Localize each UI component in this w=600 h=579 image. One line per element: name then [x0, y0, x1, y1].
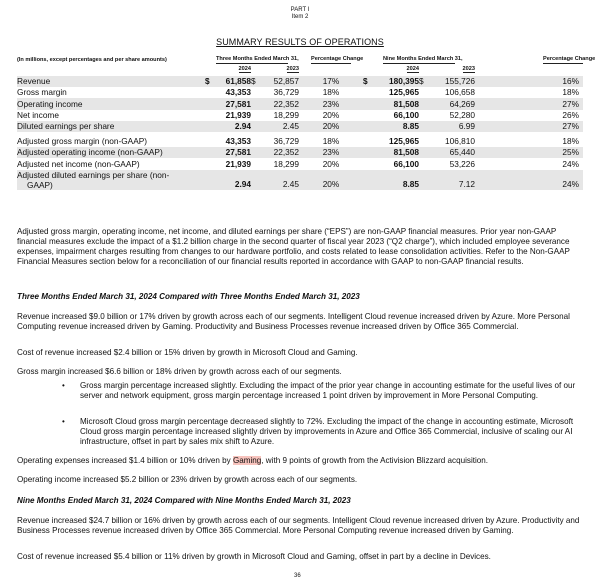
- part-label: PART I: [290, 7, 310, 13]
- cell-q24: 61,858: [217, 76, 251, 87]
- bullet-marker: •: [62, 417, 65, 426]
- table-row: [17, 147, 583, 158]
- cell-q24: 21,939: [225, 158, 251, 169]
- body-text: [17, 227, 583, 267]
- table-header-row: [17, 56, 583, 64]
- bullet-marker: •: [62, 381, 65, 390]
- cell-qchg: 20%: [299, 170, 363, 190]
- table-row: [17, 110, 583, 121]
- cell-qchg: 20%: [299, 121, 363, 132]
- row-label: Diluted earnings per share: [17, 121, 205, 132]
- cell-q24: 2.94: [217, 170, 251, 190]
- pct-change-header-q: Percentage Change: [311, 56, 364, 62]
- cell-n24: 66,100: [393, 110, 419, 121]
- cell-nchg: 18%: [562, 87, 579, 98]
- cell-n24: 66,100: [393, 158, 419, 169]
- paragraph-revenue-q: Revenue increased $9.0 billion or 17% driven by growth across each of our segments. Intelligent Cloud revenue increased driven by Azure. More Personal Computing revenue increased driven by Gaming. Productivity and Business Processes revenue increased driven by Office 365 Commercial.: [17, 312, 570, 331]
- cell-qchg: 17%: [299, 76, 363, 87]
- row-label: Gross margin: [17, 87, 67, 98]
- paragraph-non-gaap: Adjusted gross margin, operating income, net income, and diluted earnings per share (“EPS”) are non-GAAP financial measures. Prior year non-GAAP financial measures exclude the impact of a $1.2 billion charge in the second quarter of fiscal year 2023 (“Q2 charge”), which included employee severance expenses, impairment charges resulting from changes to our hardware portfolio, and costs related to lease consolidation activities. Refer to the Non-GAAP Financial Measures section below for a reconciliation of our financial results reported in accordance with GAAP to non-GAAP financial results.: [17, 227, 570, 266]
- cell-q23: 2.45: [263, 170, 299, 190]
- cell-q24: 27,581: [217, 98, 251, 109]
- row-label: Adjusted gross margin (non-GAAP): [17, 135, 148, 146]
- table-row: [17, 170, 583, 190]
- row-label: Net income: [17, 110, 59, 121]
- cell-n23: 52,280: [449, 110, 475, 121]
- cell-nchg: 24%: [475, 170, 583, 190]
- cell-q24: 2.94: [217, 121, 251, 132]
- row-label: Adjusted diluted earnings per share (non- GAAP): [17, 170, 205, 190]
- cell-n24: 125,965: [389, 87, 419, 98]
- cell-nchg: 18%: [562, 135, 579, 146]
- cell-qchg: 23%: [299, 147, 363, 158]
- cell-n24: 81,508: [375, 98, 419, 109]
- dollar-sign: $: [251, 76, 263, 87]
- highlighted-word: Gaming: [232, 456, 262, 465]
- cell-qchg: 18%: [322, 135, 340, 146]
- cell-nchg: 25%: [475, 147, 583, 158]
- cell-qchg: 18%: [322, 87, 340, 98]
- cell-n23: 7.12: [431, 170, 475, 190]
- dollar-sign: $: [363, 76, 375, 87]
- cell-n24: 125,965: [389, 135, 419, 146]
- bullet-cloud-margin: Microsoft Cloud gross margin percentage decreased slightly to 72%. Excluding the impact of the change in accounting estimate, Microsoft Cloud gross margin percentage increased slightly driven by improvements in Azure and Office 365 Commercial, inclusive of scaling our AI infrastructure, offset in part by sales mix shift to Azure.: [80, 417, 574, 446]
- row-label: Adjusted operating income (non-GAAP): [17, 147, 205, 158]
- heading-three-months: Three Months Ended March 31, 2024 Compared with Three Months Ended March 31, 2023: [17, 292, 360, 301]
- cell-n23: 106,658: [445, 87, 475, 98]
- cell-q23: 2.45: [263, 121, 299, 132]
- summary-results-table: [17, 56, 596, 190]
- three-months-header: Three Months Ended March 31,: [216, 56, 299, 62]
- year-2024-q: 2024: [238, 66, 251, 73]
- cell-n23: 106,810: [445, 135, 475, 146]
- cell-q23: 52,857: [263, 76, 299, 87]
- pct-change-header-n: Percentage Change: [543, 56, 596, 62]
- cell-qchg: 20%: [322, 158, 340, 169]
- row-label: Revenue: [17, 76, 205, 87]
- cell-qchg: 20%: [322, 110, 340, 121]
- cell-n23: 64,269: [431, 98, 475, 109]
- cell-q23: 22,352: [263, 147, 299, 158]
- cell-q24: 21,939: [225, 110, 251, 121]
- cell-n24: 8.85: [375, 170, 419, 190]
- year-2024-n: 2024: [406, 66, 419, 73]
- page-number: 36: [294, 573, 301, 579]
- cell-n24: 81,508: [375, 147, 419, 158]
- table-row: [17, 121, 583, 132]
- section-title: SUMMARY RESULTS OF OPERATIONS: [216, 37, 384, 47]
- nine-months-header: Nine Months Ended March 31,: [383, 56, 463, 62]
- cell-nchg: 27%: [475, 121, 583, 132]
- cell-q23: 22,352: [263, 98, 299, 109]
- row-label: Operating income: [17, 98, 205, 109]
- paragraph-revenue-n: Revenue increased $24.7 billion or 16% driven by growth across each of our segments. Intelligent Cloud revenue increased driven by Azure. Productivity and Business Processes revenue increased driven by Office 365 Commercial. More Personal Computing revenue increased driven by Gaming.: [17, 516, 580, 535]
- row-label: Adjusted net income (non-GAAP): [17, 158, 140, 169]
- cell-nchg: 27%: [475, 98, 583, 109]
- dollar-sign: $: [419, 76, 431, 87]
- cell-nchg: 26%: [562, 110, 579, 121]
- table-row: [17, 98, 583, 109]
- cell-q23: 36,729: [273, 87, 299, 98]
- paragraph-cost-q: Cost of revenue increased $2.4 billion or 15% driven by growth in Microsoft Cloud and Gaming.: [17, 348, 358, 357]
- cell-n24: 180,395: [375, 76, 419, 87]
- cell-q24: 43,353: [225, 135, 251, 146]
- heading-nine-months: Nine Months Ended March 31, 2024 Compared with Nine Months Ended March 31, 2023: [17, 496, 351, 505]
- paragraph-cost-n: Cost of revenue increased $5.4 billion or 11% driven by growth in Microsoft Cloud and Gaming, offset in part by a decline in Devices.: [17, 552, 491, 561]
- units-label: (In millions, except percentages and per share amounts): [17, 57, 167, 63]
- paragraph-gross-margin-q: Gross margin increased $6.6 billion or 18% driven by growth across each of our segments.: [17, 367, 342, 376]
- bullet-gross-margin-pct: Gross margin percentage increased slightly. Excluding the impact of the prior year change in accounting estimate for the useful lives of our server and network equipment, gross margin percentage increased 1 point driven by improvement in More Personal Computing.: [80, 381, 576, 400]
- paragraph-opex-q: Operating expenses increased $1.4 billion or 10% driven by Gaming, with 9 points of growth from the Activision Blizzard acquisition.: [17, 456, 489, 465]
- table-row: [17, 158, 583, 169]
- cell-qchg: 23%: [299, 98, 363, 109]
- cell-q24: 27,581: [217, 147, 251, 158]
- cell-q23: 18,299: [273, 110, 299, 121]
- item-label: Item 2: [291, 14, 309, 20]
- table-row: [17, 87, 583, 98]
- year-2023-q: 2023: [286, 66, 299, 73]
- cell-q23: 18,299: [273, 158, 299, 169]
- cell-nchg: 16%: [475, 76, 583, 87]
- dollar-sign: $: [205, 76, 217, 87]
- cell-n23: 65,440: [431, 147, 475, 158]
- year-header-row: [17, 64, 583, 76]
- cell-n23: 6.99: [431, 121, 475, 132]
- cell-n24: 8.85: [375, 121, 419, 132]
- table-row: [17, 76, 583, 87]
- cell-q24: 43,353: [225, 87, 251, 98]
- paragraph-opincome-q: Operating income increased $5.2 billion or 23% driven by growth across each of our segments.: [17, 475, 358, 484]
- table-row: [17, 135, 583, 146]
- cell-n23: 155,726: [431, 76, 475, 87]
- cell-q23: 36,729: [273, 135, 299, 146]
- cell-n23: 53,226: [449, 158, 475, 169]
- cell-nchg: 24%: [562, 158, 579, 169]
- year-2023-n: 2023: [462, 66, 475, 73]
